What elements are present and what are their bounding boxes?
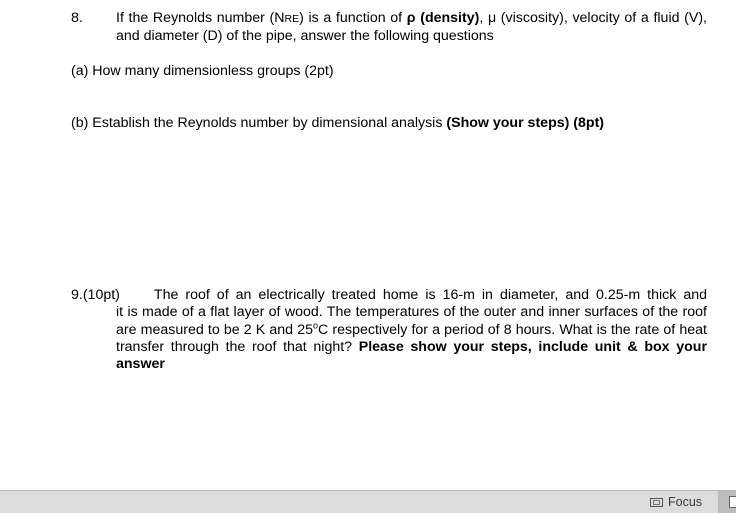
question-9-label: 9.(10pt): [71, 287, 120, 303]
print-layout-icon: [729, 496, 736, 508]
question-9-text: [116, 304, 707, 373]
q9-text-mid: C respectively for a period of 8 hours. What is the rate of heat transfer through the roof that night?: [116, 321, 707, 355]
q8-text-mid: ) is a function of: [299, 10, 407, 26]
question-8-text: [116, 10, 707, 46]
focus-mode-button[interactable]: [650, 494, 702, 510]
question-8-number: 8.: [71, 10, 83, 26]
q8-text-rest: , μ (viscosity), velocity of a fluid (V), and diameter (D) of the pipe, answer the following questions: [116, 10, 707, 45]
q9-text-start: it is made of a flat layer of wood. The temperatures of the outer and inner surfaces of the roof are measured to be 2 K and 25: [116, 304, 707, 338]
focus-label: Focus: [668, 495, 703, 509]
q8b-text: (b) Establish the Reynolds number by dimensional analysis: [71, 115, 447, 131]
q8b-bold: (Show your steps) (8pt): [446, 115, 605, 131]
question-8-part-a: (a) How many dimensionless groups (2pt): [71, 63, 334, 79]
question-8-part-b: [71, 115, 604, 132]
q9-line1-text: The roof of an electrically treated home is 16-m in diameter, and 0.25-m thick and: [153, 287, 707, 303]
q8-rho-bold: ρ (density): [406, 10, 480, 26]
question-9-first-line: [71, 287, 707, 304]
focus-frame-icon: [650, 498, 663, 507]
q9-bold-instruction: Please show your steps, include unit & box your answer: [116, 338, 707, 373]
question-8: [71, 10, 707, 46]
reynolds-subscript: RE: [284, 13, 300, 25]
status-bar: [0, 490, 736, 513]
question-9: [71, 287, 707, 373]
q8-text-start: If the Reynolds number (N: [116, 10, 285, 26]
print-layout-button[interactable]: [718, 491, 736, 513]
degree-superscript: o: [313, 319, 319, 330]
